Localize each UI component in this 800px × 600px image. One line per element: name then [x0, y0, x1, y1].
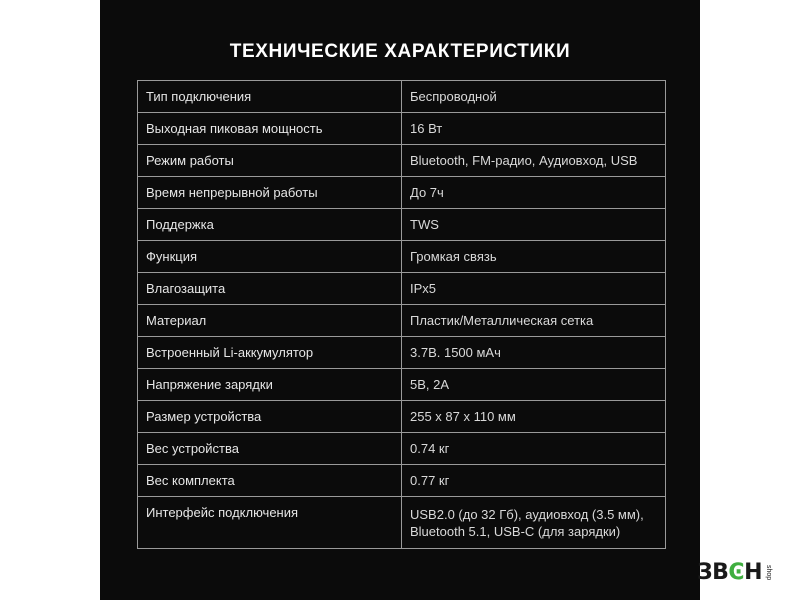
spec-row [138, 209, 666, 241]
spec-row [138, 81, 666, 113]
spec-value: IPx5 [402, 273, 666, 305]
logo-text-start: ЗВ [697, 560, 729, 585]
spec-row [138, 401, 666, 433]
spec-row [138, 305, 666, 337]
logo-text-end: Н [744, 560, 762, 585]
spec-row [138, 497, 666, 549]
spec-key: Напряжение зарядки [138, 369, 402, 401]
spec-key: Встроенный Li-аккумулятор [138, 337, 402, 369]
spec-value: 0.74 кг [402, 433, 666, 465]
spec-row [138, 177, 666, 209]
spec-key: Поддержка [138, 209, 402, 241]
spec-key: Режим работы [138, 145, 402, 177]
spec-key: Время непрерывной работы [138, 177, 402, 209]
spec-value: 0.77 кг [402, 465, 666, 497]
logo-text-accent: Ͼ [728, 560, 745, 585]
spec-row [138, 369, 666, 401]
spec-row [138, 273, 666, 305]
spec-row [138, 145, 666, 177]
spec-key: Влагозащита [138, 273, 402, 305]
spec-value: 5В, 2А [402, 369, 666, 401]
spec-key: Тип подключения [138, 81, 402, 113]
brand-logo [697, 561, 772, 585]
spec-table [137, 80, 666, 549]
spec-row [138, 241, 666, 273]
spec-key: Выходная пиковая мощность [138, 113, 402, 145]
spec-key: Вес комплекта [138, 465, 402, 497]
spec-value: Bluetooth, FM-радио, Аудиовход, USB [402, 145, 666, 177]
spec-value: Беспроводной [402, 81, 666, 113]
brand-logo-sub: shop [764, 565, 772, 581]
spec-key: Размер устройства [138, 401, 402, 433]
spec-value-line: USB2.0 (до 32 Гб), аудиовход (3.5 мм), [410, 506, 644, 522]
page-title: ТЕХНИЧЕСКИЕ ХАРАКТЕРИСТИКИ [229, 41, 571, 62]
spec-value-line: Bluetooth 5.1, USB-C (для зарядки) [410, 523, 621, 539]
spec-key: Вес устройства [138, 433, 402, 465]
spec-key: Материал [138, 305, 402, 337]
spec-value: TWS [402, 209, 666, 241]
spec-value [402, 497, 666, 549]
spec-value: 255 x 87 x 110 мм [402, 401, 666, 433]
spec-row [138, 337, 666, 369]
spec-row [138, 465, 666, 497]
spec-panel [100, 0, 700, 600]
spec-value: 16 Вт [402, 113, 666, 145]
spec-key: Функция [138, 241, 402, 273]
spec-row [138, 113, 666, 145]
spec-value: Громкая связь [402, 241, 666, 273]
spec-row [138, 433, 666, 465]
spec-value: Пластик/Металлическая сетка [402, 305, 666, 337]
brand-logo-text [697, 561, 762, 585]
spec-value: До 7ч [402, 177, 666, 209]
spec-value: 3.7В. 1500 мАч [402, 337, 666, 369]
spec-key: Интерфейс подключения [138, 497, 402, 549]
